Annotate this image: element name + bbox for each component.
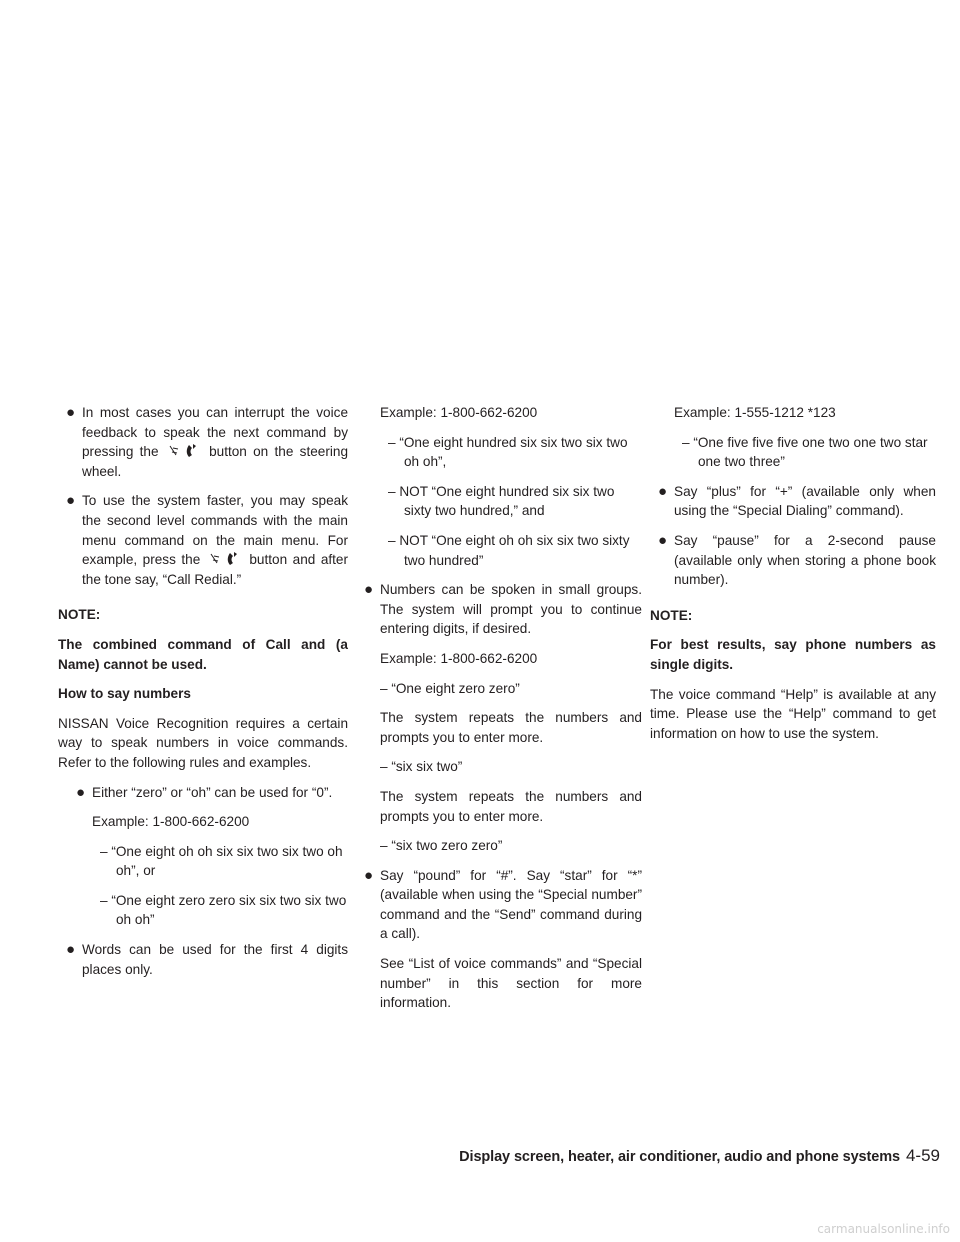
help-paragraph: The voice command “Help” is available at any time. Please use the “Help” command to get information on how to use the system. [650,686,936,741]
dash-line: – “six six two” [380,759,463,775]
bullet-icon: ● [658,482,668,500]
dash-line: – “six two zero zero” [380,838,503,854]
bullet-pound-star: ● Say “pound” for “#”. Say “star” for “*” (available when using the “Special number” command and the “Send” command during a call). [364,866,642,942]
example-line: Example: 1-800-662-6200 [380,405,538,420]
note-label: NOTE: [58,607,101,623]
column-middle [356,403,642,1023]
example-line: Example: 1-555-1212 *123 [674,405,836,420]
example-line: Example: 1-800-662-6200 [92,814,250,830]
repeat-paragraph: The system repeats the numbers and prompts you to enter more. [380,710,642,745]
bullet-icon: ● [364,866,374,884]
bullet-pause: ● Say “pause” for a 2-second pause (available only when storing a phone book number). [658,531,936,588]
note-text: The combined command of Call and (a Name) cannot be used. [58,636,348,672]
steering-wheel-talk-icon [167,443,201,459]
dash-line: – NOT “One eight hundred six six two sixty two hundred,” and [388,483,615,519]
page-number: 4-59 [905,1146,940,1165]
dash-line: – “One eight zero zero six six two six two oh oh” [100,892,347,928]
bullet-zero-oh: ● Either “zero” or “oh” can be used for “0”. [76,783,333,801]
dash-line: – NOT “One eight oh oh six six two sixty two hundred” [388,532,630,568]
bullet-icon: ● [66,404,76,421]
bullet-icon: ● [76,783,86,801]
bullet-interrupt: ● In most cases you can interrupt the voice feedback to speak the next command by pressing the button on the steering wheel. [66,404,349,479]
column-right [650,403,936,753]
bullet-icon: ● [66,941,76,959]
bullet-icon: ● [658,531,668,549]
intro-paragraph: NISSAN Voice Recognition requires a certain way to speak numbers in voice commands. Refer to the following rules and examples. [58,715,348,770]
dash-line: – “One five five five one two one two star one two three” [682,434,928,470]
watermark: carmanualsonline.info [817,1222,950,1236]
note-text: For best results, say phone numbers as single digits. [650,637,936,672]
bullet-small-groups: ● Numbers can be spoken in small groups. The system will prompt you to continue entering digits, if desired. [364,581,642,637]
dash-line: – “One eight zero zero” [380,680,520,696]
bullet-plus: ● Say “plus” for “+” (available only when using the “Special Dialing” command). [658,482,936,519]
section-heading: How to say numbers [58,686,191,702]
note-label: NOTE: [650,607,693,623]
column-left [58,403,348,989]
repeat-paragraph: The system repeats the numbers and prompts you to enter more. [380,788,642,824]
bullet-words: ● Words can be used for the first 4 digits places only. [66,941,348,977]
steering-wheel-talk-icon [208,551,242,567]
bullet-icon: ● [66,492,76,510]
see-reference: See “List of voice commands” and “Special number” in this section for more information. [380,956,642,1011]
page-footer [450,1146,940,1172]
dash-line: – “One eight hundred six six two six two oh oh”, [388,434,628,470]
footer-section-title: Display screen, heater, air conditioner, audio and phone systems [459,1149,900,1165]
dash-line: – “One eight oh oh six six two six two oh oh”, or [100,843,343,879]
bullet-icon: ● [364,581,374,599]
example-line: Example: 1-800-662-6200 [380,650,538,666]
bullet-faster: ● To use the system faster, you may speak the second level commands with the main menu command on the main menu. For example, press the button and after the tone say, “Call Redial.” [66,492,349,587]
